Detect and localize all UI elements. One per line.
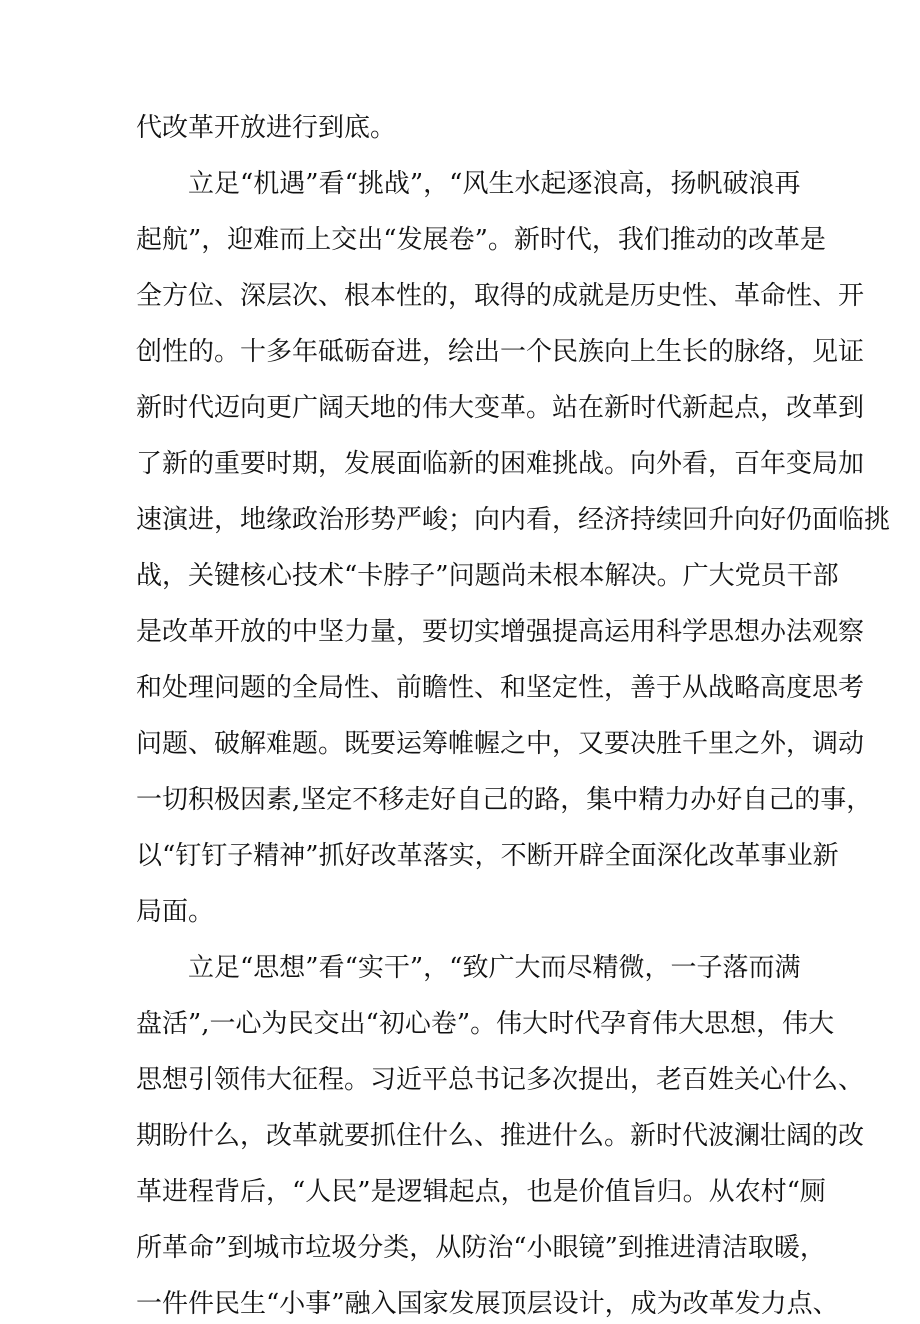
text-line: 速演进，地缘政治形势严峻；向内看，经济持续回升向好仍面临挑	[136, 505, 891, 535]
text-line: 所革命”到城市垃圾分类，从防治“小眼镜”到推进清洁取暖，	[136, 1233, 826, 1263]
text-line: 以“钉钉子精神”抓好改革落实，不断开辟全面深化改革事业新	[136, 841, 839, 871]
text-line: 全方位、深层次、根本性的，取得的成就是历史性、革命性、开	[136, 281, 865, 311]
text-line: 期盼什么，改革就要抓住什么、推进什么。新时代波澜壮阔的改	[136, 1121, 865, 1151]
paragraph-first-line: 立足“机遇”看“挑战”，“风生水起逐浪高，扬帆破浪再	[188, 169, 801, 199]
text-line: 战，关键核心技术“卡脖子”问题尚未根本解决。广大党员干部	[136, 561, 839, 591]
text-line: 创性的。十多年砥砺奋进，绘出一个民族向上生长的脉络，见证	[136, 337, 865, 367]
text-line: 了新的重要时期，发展面临新的困难挑战。向外看，百年变局加	[136, 449, 865, 479]
text-line: 是改革开放的中坚力量，要切实增强提高运用科学思想办法观察	[136, 617, 865, 647]
text-line: 革进程背后，“人民”是逻辑起点，也是价值旨归。从农村“厕	[136, 1177, 826, 1207]
text-line: 代改革开放进行到底。	[136, 113, 397, 143]
paragraph-first-line: 立足“思想”看“实干”，“致广大而尽精微，一子落而满	[188, 953, 801, 983]
text-line: 起航”，迎难而上交出“发展卷”。新时代，我们推动的改革是	[136, 225, 826, 255]
text-line: 新时代迈向更广阔天地的伟大变革。站在新时代新起点，改革到	[136, 393, 865, 423]
text-line: 思想引领伟大征程。习近平总书记多次提出，老百姓关心什么、	[136, 1065, 865, 1095]
text-line: 局面。	[136, 897, 215, 927]
text-line: 问题、破解难题。既要运筹帷幄之中，又要决胜千里之外，调动	[136, 729, 865, 759]
text-line: 和处理问题的全局性、前瞻性、和坚定性，善于从战略高度思考	[136, 673, 865, 703]
text-line: 一切积极因素,坚定不移走好自己的路，集中精力办好自己的事，	[136, 785, 873, 815]
text-line: 一件件民生“小事”融入国家发展顶层设计，成为改革发力点、	[136, 1289, 839, 1319]
text-line: 盘活”,一心为民交出“初心卷”。伟大时代孕育伟大思想，伟大	[136, 1009, 835, 1039]
